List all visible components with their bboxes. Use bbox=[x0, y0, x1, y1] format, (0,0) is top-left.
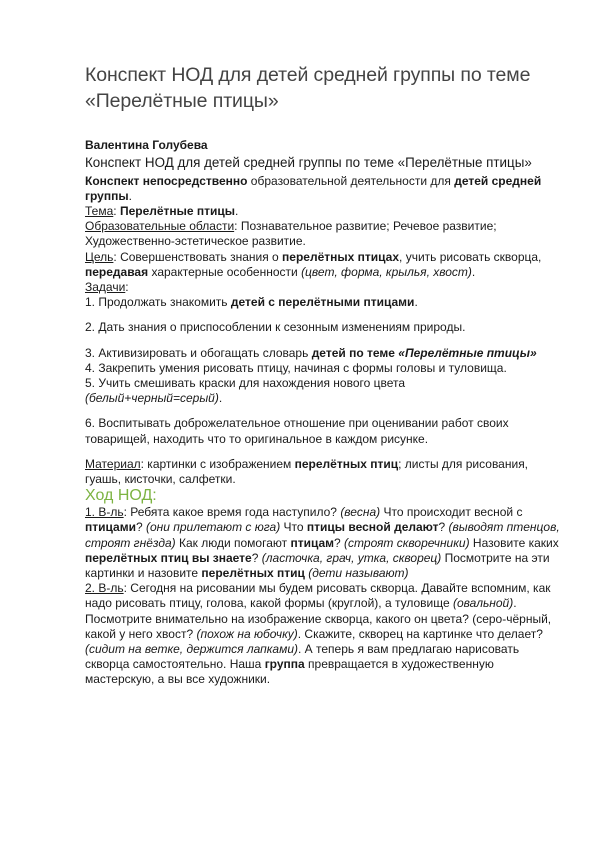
step-1 bbox=[85, 505, 560, 581]
task-1-bold: детей с перелётными птицами bbox=[230, 295, 415, 310]
task-4: 4. Закрепить умения рисовать птицу, начиная с формы головы и туловища. bbox=[85, 360, 507, 375]
goal-line bbox=[85, 250, 560, 280]
task-6: 6. Воспитывать доброжелательное отношение при оценивании работ своих товарищей, находить что то оригинальное в каждом рисунке. bbox=[85, 416, 509, 446]
material-label: Материал bbox=[85, 456, 141, 471]
goal-label: Цель bbox=[85, 249, 114, 264]
tema-value: Перелётные птицы bbox=[119, 203, 236, 218]
task-1-end: . bbox=[414, 295, 418, 310]
intro-bold-lead: Конспект непосредственно bbox=[85, 173, 248, 188]
step-1-italic-j: (выводят птенцов, строят гнёзда) bbox=[85, 520, 560, 550]
intro-text: образовательной деятельности для bbox=[247, 173, 455, 188]
task-3-bold: детей по теме bbox=[311, 345, 399, 360]
step-1-text-k: Как люди помогают bbox=[175, 535, 291, 550]
step-2-text-c: . Посмотрите внимательно на изображение скворца, какого он цвета? (серо-чёрный, какой у него хвост? bbox=[85, 596, 552, 641]
step-2-italic-d: (похож на юбочку) bbox=[196, 626, 298, 641]
task-5-end: . bbox=[218, 391, 223, 406]
step-1-label: 1. В-ль bbox=[85, 505, 124, 520]
tema-line bbox=[85, 204, 560, 219]
step-1-italic-b: (весна) bbox=[340, 505, 381, 520]
goal-text-c: , учить рисовать скворца, bbox=[399, 249, 542, 264]
task-3-text: 3. Активизировать и обогащать словарь bbox=[85, 345, 312, 360]
areas-text: : Познавательное развитие; Речевое развитие; Художественно-эстетическое развитие. bbox=[85, 219, 497, 249]
step-1-text-a: : Ребята какое время года наступило? bbox=[123, 505, 341, 520]
step-1-text-s: Посмотрите на эти картинки и назовите bbox=[85, 550, 550, 580]
step-2-italic-b: (овальной) bbox=[452, 596, 514, 611]
step-1-bold-d: птицами bbox=[85, 520, 136, 535]
task-5-italic: (белый+черный=серый) bbox=[85, 391, 219, 406]
goal-end: . bbox=[471, 264, 476, 279]
step-1-text-e: ? bbox=[135, 520, 146, 535]
material-bold: перелётных птиц bbox=[294, 456, 399, 471]
step-1-text-o: Назовите каких bbox=[469, 535, 559, 550]
tema-sep: : bbox=[113, 203, 120, 218]
step-1-bold-p: перелётных птиц вы знаете bbox=[85, 550, 252, 565]
tasks-label: Задачи bbox=[85, 279, 126, 294]
tasks-heading bbox=[85, 280, 560, 295]
tema-end: . bbox=[235, 203, 239, 218]
areas-label: Образовательные области bbox=[85, 219, 235, 234]
document-title: Конспект НОД для детей средней группы по теме «Перелётные птицы» bbox=[85, 64, 531, 112]
goal-text-e: характерные особенности bbox=[148, 264, 302, 279]
task-2: 2. Дать знания о приспособлении к сезонным изменениям природы. bbox=[85, 320, 466, 335]
step-2-text-a: : Сегодня на рисовании мы будем рисовать скворца. Давайте вспомним, как надо рисовать птицу, голова, какой формы (круглой), а туловище bbox=[85, 581, 551, 611]
goal-bold-birds: перелётных птицах bbox=[282, 249, 400, 264]
task-1-text: 1. Продолжать знакомить bbox=[85, 295, 231, 310]
intro-end: . bbox=[128, 188, 132, 203]
step-1-italic-v: (дети называют) bbox=[308, 565, 409, 580]
areas-line bbox=[85, 219, 560, 249]
document-page bbox=[85, 62, 560, 688]
material-line bbox=[85, 457, 560, 487]
step-1-italic-f: (они прилетают с юга) bbox=[145, 520, 281, 535]
step-2 bbox=[85, 581, 560, 687]
task-5 bbox=[85, 376, 445, 406]
intro-paragraph bbox=[85, 174, 560, 204]
step-2-text-e: . Скажите, скворец на картинке что делает? bbox=[297, 626, 543, 641]
step-1-bold-h: птицы весной делают bbox=[306, 520, 439, 535]
goal-text-a: : Совершенствовать знания о bbox=[113, 249, 283, 264]
author-name: Валентина Голубева bbox=[85, 138, 208, 152]
task-3-bold-italic: «Перелётные птицы» bbox=[398, 345, 537, 360]
step-2-text-g: . А теперь я вам предлагаю нарисовать скворца самостоятельно. Наша bbox=[85, 641, 520, 672]
step-1-text-m: ? bbox=[334, 535, 345, 550]
step-1-bold-t: перелётных птиц bbox=[201, 565, 305, 580]
task-5-text: 5. Учить смешивать краски для нахождения нового цвета bbox=[85, 375, 406, 390]
step-1-bold-l: птицам bbox=[290, 535, 335, 550]
task-3 bbox=[85, 346, 560, 361]
step-1-text-q: ? bbox=[251, 550, 262, 565]
step-2-italic-f: (сидит на ветке, держится лапками) bbox=[85, 641, 298, 656]
goal-bold-passing: передавая bbox=[85, 264, 149, 279]
document-subtitle: Конспект НОД для детей средней группы по теме «Перелётные птицы» bbox=[85, 155, 532, 170]
step-2-label: 2. В-ль bbox=[85, 581, 124, 596]
goal-italic-features: (цвет, форма, крылья, хвост) bbox=[301, 264, 472, 279]
step-1-text-c: Что происходит весной с bbox=[380, 505, 523, 520]
tema-label: Тема bbox=[85, 203, 114, 218]
step-1-text-i: ? bbox=[438, 520, 449, 535]
step-2-text-i: превращается в художественную мастерскую, а вы все художники. bbox=[85, 657, 494, 687]
step-2-bold-h: группа bbox=[264, 657, 305, 672]
task-1 bbox=[85, 295, 560, 310]
section-heading: Ход НОД: bbox=[85, 487, 157, 505]
intro-bold-group: детей средней группы bbox=[85, 173, 542, 203]
material-text-c: ; листы для рисования, гуашь, кисточки, салфетки. bbox=[85, 456, 529, 486]
step-1-italic-r: (ласточка, грач, утка, скворец) bbox=[261, 550, 442, 565]
material-text-a: : картинки с изображением bbox=[140, 456, 295, 471]
step-1-text-g: Что bbox=[280, 520, 307, 535]
tasks-colon: : bbox=[125, 279, 129, 294]
step-1-italic-n: (строят скворечники) bbox=[344, 535, 470, 550]
